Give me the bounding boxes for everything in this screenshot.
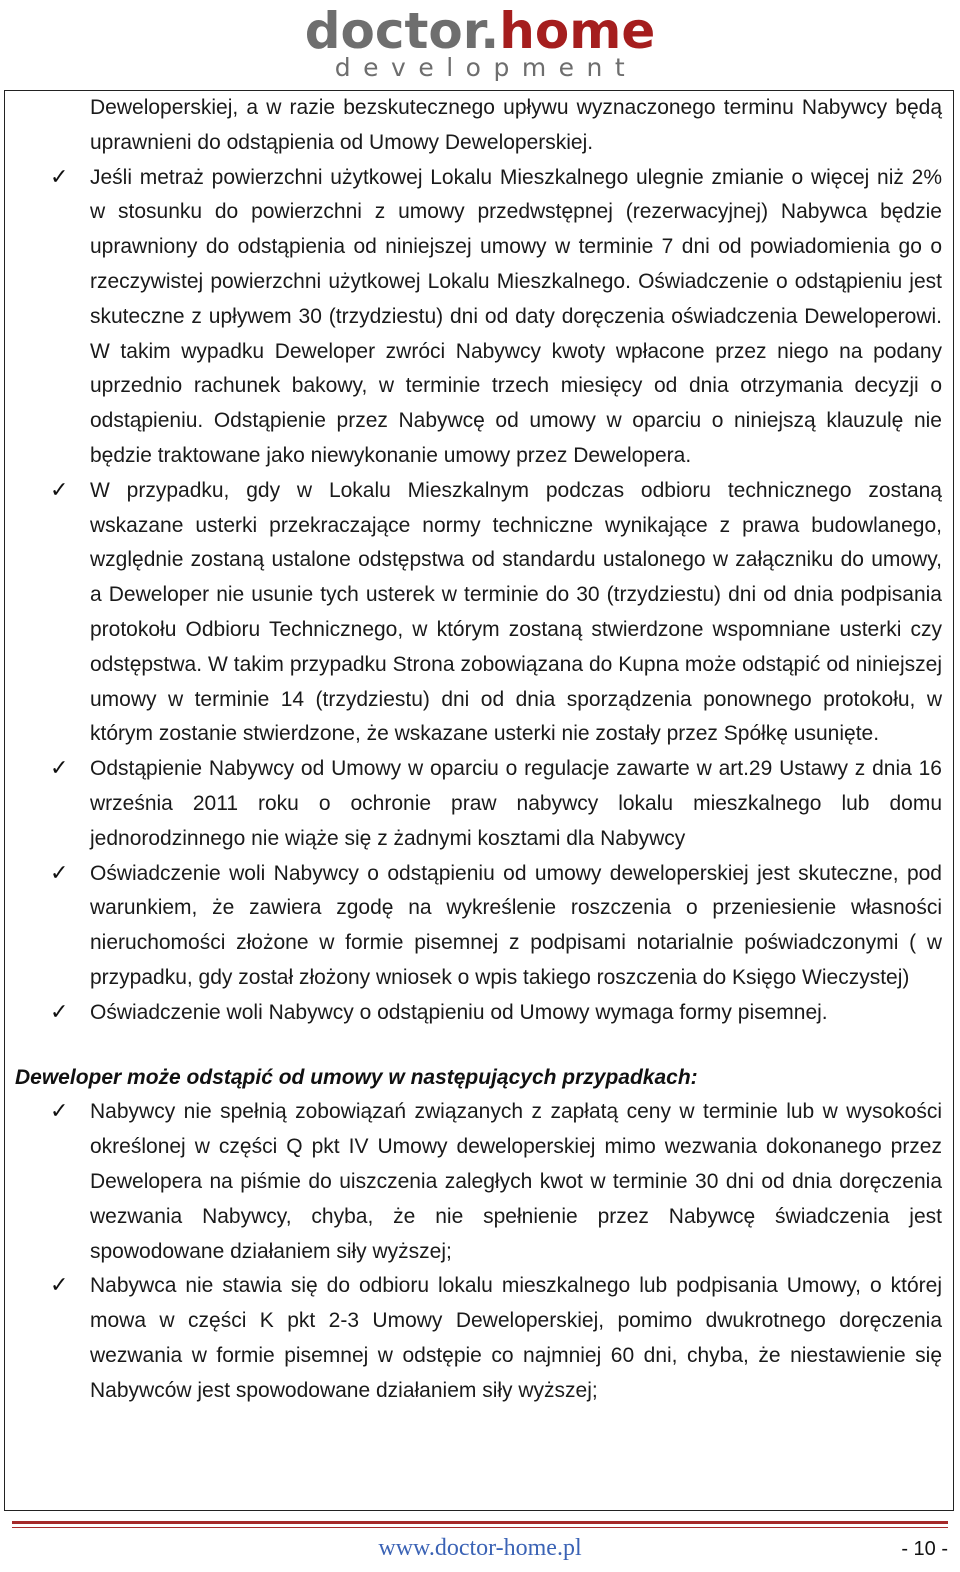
logo-wordmark <box>0 4 960 58</box>
checkmark-icon: ✓ <box>50 164 69 190</box>
section-heading: Deweloper może odstąpić od umowy w następujących przypadkach: <box>15 1065 698 1089</box>
list-item-text: Nabywcy nie spełnią zobowiązań związanych z zapłatą ceny w terminie lub w wysokości określonej w części Q pkt IV Umowy deweloperskiej mimo wezwania dokonanego przez Dewelopera na piśmie do uiszczenia zaległych kwot w terminie 30 dni od dnia doręczenia wezwania Nabywcy, chyba, że nie spełnienie przez Nabywcę świadczenia jest spowodowane działaniem siły wyższej; <box>90 1100 942 1263</box>
logo-tagline: development <box>334 53 638 82</box>
list-item-text: Nabywca nie stawia się do odbioru lokalu mieszkalnego lub podpisania Umowy, o której mowa w części K pkt 2-3 Umowy Deweloperskiej, pomimo dwukrotnego doręczenia wezwania w formie pisemnej w odstępie co najmniej 60 dni, chyba, że niestawienie się Nabywców jest spowodowane działaniem siły wyższej; <box>90 1274 942 1402</box>
list-item <box>0 474 942 752</box>
list-item-text: Jeśli metraż powierzchni użytkowej Lokalu Mieszkalnego ulegnie zmianie o więcej niż 2% w stosunku do powierzchni z umowy przedwstępnej (rezerwacyjnej) Nabywca będzie uprawniony do odstąpienia od niniejszej umowy w terminie 7 dni od powiadomienia go o rzeczywistej powierzchni użytkowej Lokalu Mieszkalnego. Oświadczenie o odstąpieniu jest skuteczne z upływem 30 (trzydziestu) dni od daty doręczenia oświadczenia Deweloperowi. W takim wypadku Deweloper zwróci Nabywcy kwoty wpłacone przez niego na podany uprzednio rachunek bakowy, w terminie trzech miesięcy od dnia otrzymania decyzji o odstąpieniu. Odstąpienie przez Nabywcę od umowy w oparciu o niniejszą klauzulę nie będzie traktowane jako niewykonanie umowy przez Dewelopera. <box>90 165 942 467</box>
list-item-text: Odstąpienie Nabywcy od Umowy w oparciu o regulacje zawarte w art.29 Ustawy z dnia 16 września 2011 roku o ochronie praw nabywcy lokalu mieszkalnego lub domu jednorodzinnego nie wiąże się z żadnymi kosztami dla Nabywcy <box>90 757 942 850</box>
list-item <box>0 857 942 996</box>
document-body <box>0 91 960 1408</box>
checkmark-icon: ✓ <box>50 756 69 782</box>
footer-rule-thin <box>12 1527 948 1528</box>
page-number: - 10 - <box>901 1538 948 1560</box>
logo-part-home: home <box>499 2 656 60</box>
checkmark-icon: ✓ <box>50 860 69 886</box>
checkmark-icon: ✓ <box>50 1099 69 1125</box>
logo-part-doctor: doctor. <box>304 2 500 60</box>
list-item <box>0 161 942 474</box>
list-item <box>0 996 942 1031</box>
list-item <box>0 752 942 856</box>
footer-rule-thick <box>12 1521 948 1524</box>
checkmark-icon: ✓ <box>50 999 69 1025</box>
list-item-text: Oświadczenie woli Nabywcy o odstąpieniu od Umowy wymaga formy pisemnej. <box>90 1000 828 1024</box>
list-item <box>0 1269 942 1408</box>
list-item-text: W przypadku, gdy w Lokalu Mieszkalnym podczas odbioru technicznego zostaną wskazane usterki przekraczające normy techniczne wynikające z prawa budowlanego, względnie zostaną ustalone odstępstwa od standardu ustalonego w załączniku do umowy, a Deweloper nie usunie tych usterek w terminie do 30 (trzydziestu) dni od dnia podpisania protokołu Odbioru Technicznego, w którym zostaną stwierdzone wspomniane usterki czy odstępstwa. W takim przypadku Strona zobowiązana do Kupna może odstąpić od niniejszej umowy w terminie 14 (trzydziestu) dni od dnia sporządzenia ponownego protokołu, w którym zostanie stwierdzone, że wskazane usterki nie zostały przez Spółkę usunięte. <box>90 478 942 746</box>
paragraph-continuation: Deweloperskiej, a w razie bezskutecznego upływu wyznaczonego terminu Nabywcy będą uprawnieni do odstąpienia od Umowy Deweloperskiej. <box>90 96 942 154</box>
list-item <box>0 1095 942 1269</box>
checkmark-icon: ✓ <box>50 1273 69 1299</box>
footer-website-link[interactable]: www.doctor-home.pl <box>378 1535 582 1561</box>
list-item-text: Oświadczenie woli Nabywcy o odstąpieniu od umowy deweloperskiej jest skuteczne, pod warunkiem, że zawiera zgodę na wykreślenie roszczenia o przeniesienie własności nieruchomości złożone w formie pisemnej z podpisami notarialnie poświadczonymi ( w przypadku, gdy został złożony wniosek o wpis takiego roszczenia do Księgo Wieczystej) <box>90 861 942 989</box>
company-logo <box>0 4 960 82</box>
checkmark-icon: ✓ <box>50 477 69 503</box>
